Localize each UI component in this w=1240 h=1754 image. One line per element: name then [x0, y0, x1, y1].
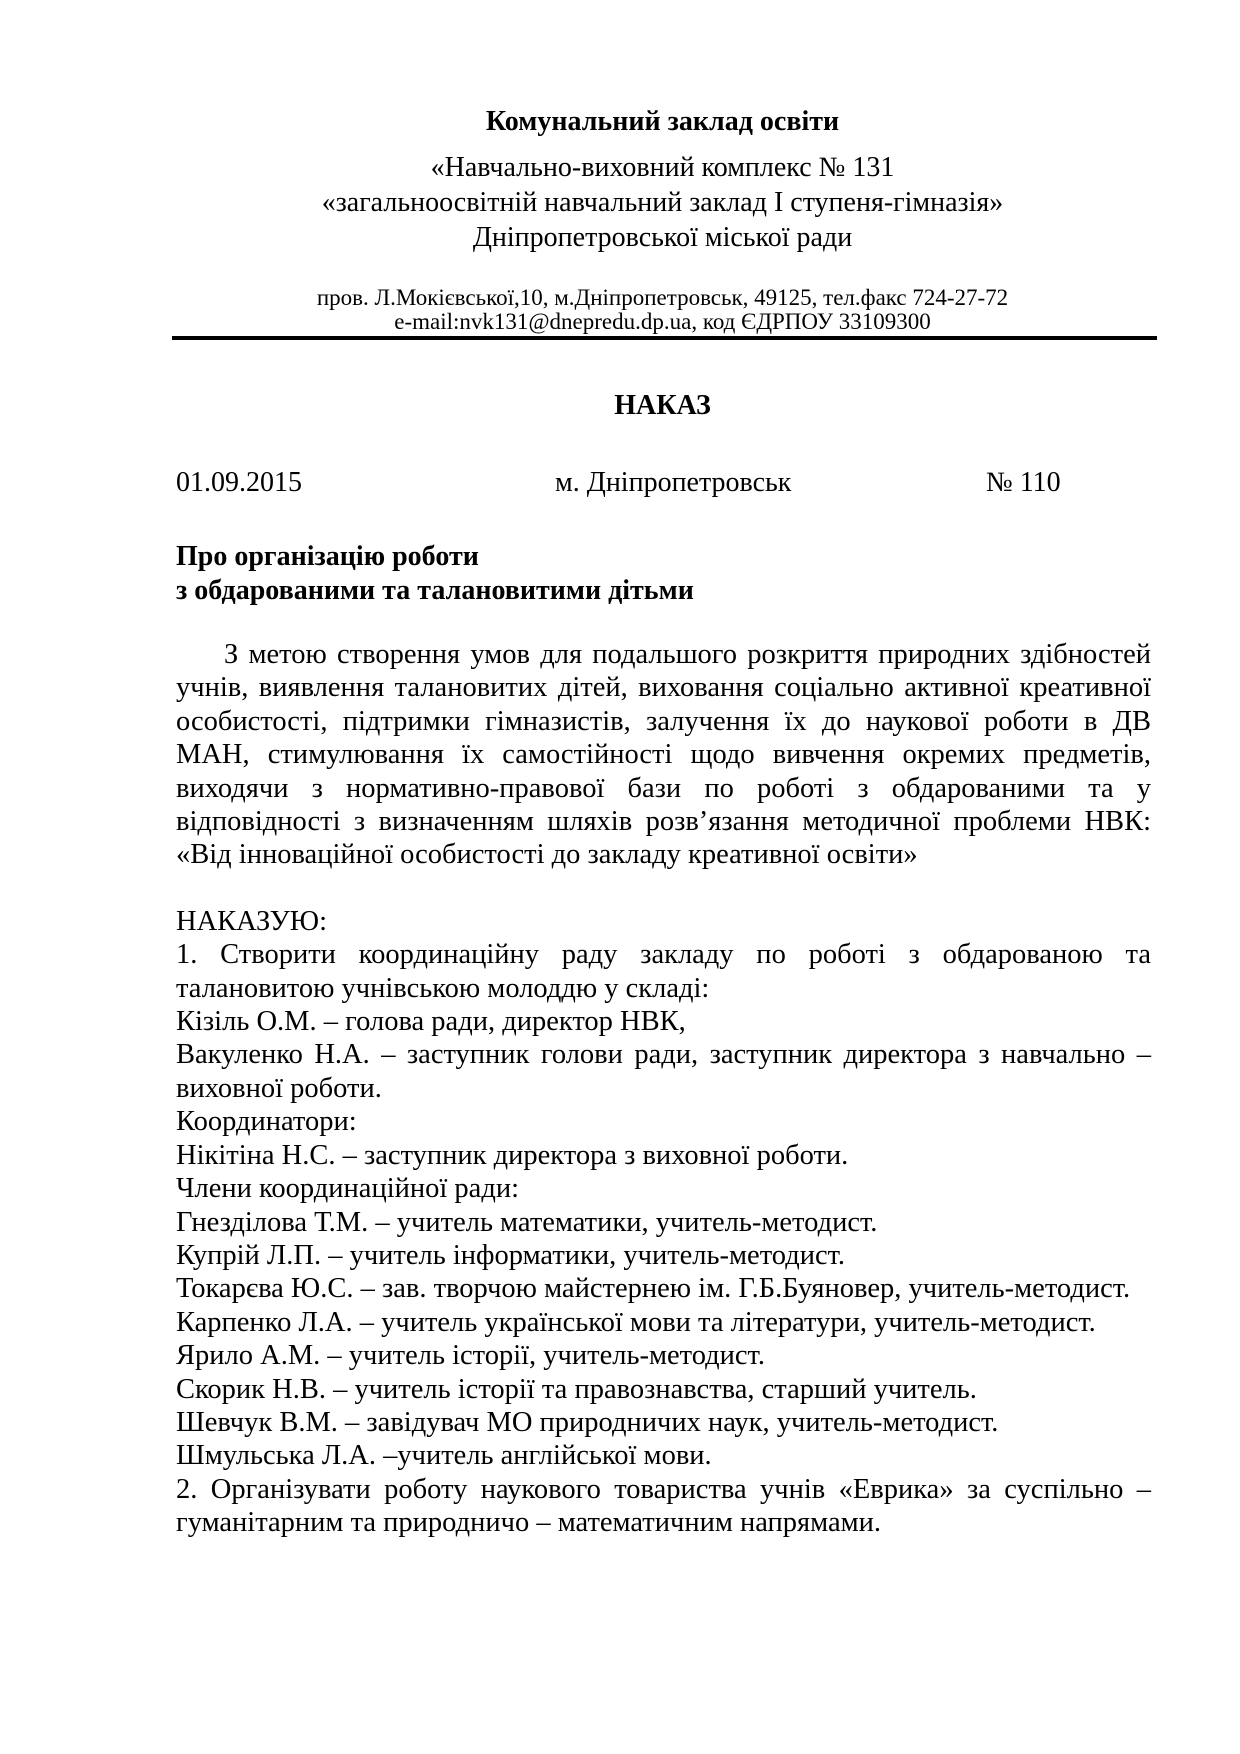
order-line: 2. Організувати роботу наукового товариства учнів «Еврика» за суспільно – гуманітарним та природничо – математичним напрямами. — [176, 1473, 1151, 1539]
order-line: Кізіль О.М. – голова ради, директор НВК, — [176, 1006, 686, 1038]
org-line-3: «загальноосвітній навчальний заклад І ступеня-гімназія» — [321, 187, 1004, 218]
order-line: Нікітіна Н.С. – заступник директора з виховної роботи. — [176, 1139, 849, 1171]
order-word: НАКАЗУЮ: — [176, 905, 328, 937]
order-line: Купрій Л.П. – учитель інформатики, учитель-методист. — [176, 1239, 846, 1271]
order-line: Карпенко Л.А. – учитель української мови та літератури, учитель-методист. — [176, 1306, 1096, 1338]
order-line: Шмульська Л.А. –учитель англійської мови. — [176, 1440, 712, 1472]
preamble-paragraph: З метою створення умов для подальшого розкриття природних здібностей учнів, виявлення талановитих дітей, виховання соціально активної креативної особистості, підтримки гімназистів, залучення їх до наукової роботи в ДВ МАН, стимулювання їх самостійності щодо вивчення окремих предметів, виходячи з нормативно-правової бази по роботі з обдарованими та у відповідності з визначенням шляхів розв’язання методичної проблеми НВК: «Від інноваційної особистості до закладу креативної освіти» — [176, 639, 1151, 871]
order-line: Члени координаційної ради: — [176, 1173, 519, 1205]
org-address: пров. Л.Мокієвської,10, м.Дніпропетровськ, 49125, тел.факс 724-27-72 — [316, 285, 1009, 310]
org-contacts: e-mail:nvk131@dnepredu.dp.ua, код ЄДРПОУ 33109300 — [394, 309, 931, 334]
paragraph-gap — [176, 872, 1151, 905]
org-line-2: «Навчально-виховний комплекс № 131 — [430, 152, 895, 183]
order-line: 1. Створити координаційну раду закладу по роботі з обдарованою та талановитою учнівською молоддю у складі: — [176, 939, 1151, 1004]
order-line: Гнезділова Т.М. – учитель математики, учитель-методист. — [176, 1206, 878, 1238]
order-line: Ярило А.М. – учитель історії, учитель-методист. — [176, 1340, 765, 1372]
org-line-4: Дніпропетровської міської ради — [472, 222, 853, 253]
doc-subject-line-2: з обдарованими та талановитими дітьми — [176, 575, 694, 606]
order-line: Шевчук В.М. – завідувач МО природничих наук, учитель-методист. — [176, 1406, 999, 1438]
order-line: Вакуленко Н.А. – заступник голови ради, заступник директора з навчально – виховної роботи. — [176, 1039, 1151, 1104]
doc-date: 01.09.2015 — [176, 467, 302, 498]
org-name: Комунальний заклад освіти — [485, 106, 840, 137]
doc-subject-line-1: Про організацію роботи — [176, 541, 479, 572]
header-divider — [172, 336, 1157, 340]
doc-city: м. Дніпропетровськ — [555, 467, 792, 498]
doc-body — [176, 638, 1151, 1540]
doc-number: № 110 — [986, 467, 1061, 498]
order-line: Скорик Н.В. – учитель історії та правознавства, старший учитель. — [176, 1373, 977, 1405]
order-line: Координатори: — [176, 1106, 357, 1138]
order-line: Токарєва Ю.С. – зав. творчою майстернею ім. Г.Б.Буяновер, учитель-методист. — [176, 1273, 1131, 1305]
doc-title: НАКАЗ — [614, 390, 711, 421]
